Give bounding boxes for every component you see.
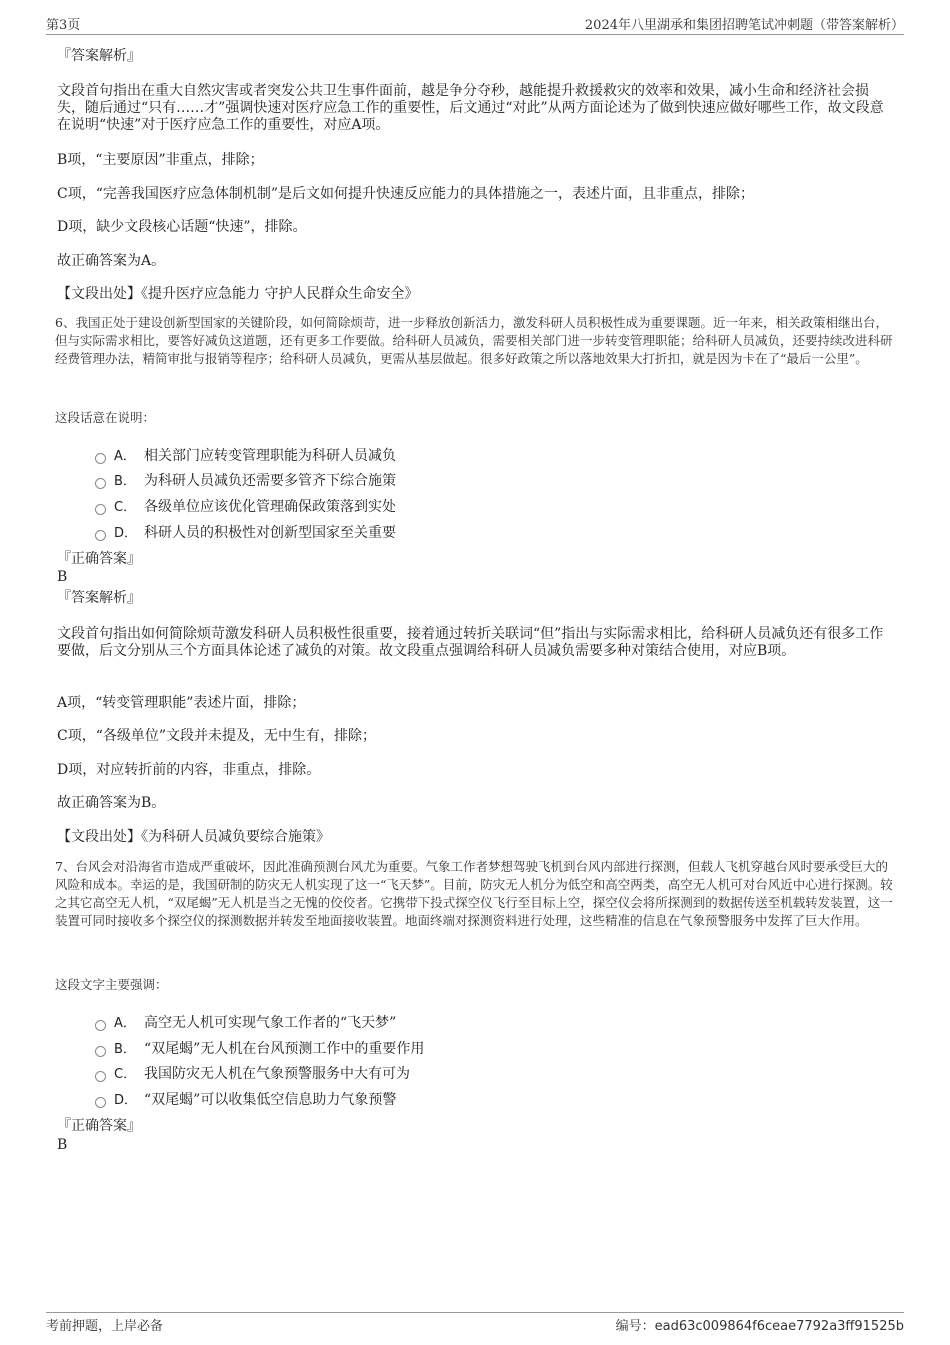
radio-icon[interactable] <box>95 504 106 515</box>
q7-option-c[interactable]: C． 我国防灾无人机在气象预警服务中大有可为 <box>95 1063 410 1083</box>
q5-analysis-heading: 『答案解析』 <box>57 48 141 64</box>
q7-prompt: 这段文字主要强调： <box>55 977 168 992</box>
q6-source: 【文段出处】《为科研人员减负要综合施策》 <box>57 829 330 845</box>
q5-option-b-note: B项，“主要原因”非重点，排除； <box>57 152 264 168</box>
footer-slogan: 考前押题，上岸必备 <box>46 1319 164 1334</box>
q6-conclusion: 故正确答案为B。 <box>57 795 166 811</box>
q6-option-c-note: C项，“各级单位”文段并未提及，无中生有，排除； <box>57 728 377 744</box>
q6-option-c[interactable]: C． 各级单位应该优化管理确保政策落到实处 <box>95 496 396 516</box>
q6-answer: B <box>57 569 68 585</box>
radio-icon[interactable] <box>95 1046 106 1057</box>
q6-analysis-text: 文段首句指出如何简除烦苛激发科研人员积极性很重要，接着通过转折关联词“但”指出与实际需求相比，给科研人员减负还有很多工作要做，后文分别从三个方面具体论述了减负的对策。故文段重点强调给科研人员减负需要多种对策结合使用，对应B项。 <box>57 626 884 659</box>
q7-option-a[interactable]: A． 高空无人机可实现气象工作者的“飞天梦” <box>95 1012 396 1032</box>
q5-source: 【文段出处】《提升医疗应急能力 守护人民群众生命安全》 <box>57 286 419 302</box>
document-title: 2024年八里湖承和集团招聘笔试冲刺题（带答案解析） <box>584 18 904 33</box>
q6-prompt: 这段话意在说明： <box>55 410 156 425</box>
q5-option-c-note: C项，“完善我国医疗应急体制机制”是后文如何提升快速反应能力的具体措施之一，表述片面，且非重点，排除； <box>57 186 755 202</box>
q7-stem: 7、台风会对沿海省市造成严重破坏，因此准确预测台风尤为重要。气象工作者梦想驾驶飞机到台风内部进行探测，但载人飞机穿越台风时要承受巨大的风险和成本。幸运的是，我国研制的防灾无人机实现了这一“飞天梦”。目前，防灾无人机分为低空和高空两类，高空无人机可对台风近中心进行探测。较之其它高空无人机，“双尾蝎”无人机是当之无愧的佼佼者。它携带下投式探空仪飞行至目标上空，探空仪会将所探测到的数据传送至机载转发装置，这一装置可同时接收多个探空仪的探测数据并转发至地面接收装置。地面终端对探测资料进行处理，这些精准的信息在气象预警服务中发挥了巨大作用。 <box>55 859 893 928</box>
q6-option-a-note: A项，“转变管理职能”表述片面，排除； <box>57 695 306 711</box>
radio-icon[interactable] <box>95 453 106 464</box>
q6-option-b[interactable]: B． 为科研人员减负还需要多管齐下综合施策 <box>95 470 396 490</box>
q5-conclusion: 故正确答案为A。 <box>57 253 166 269</box>
q6-analysis-heading: 『答案解析』 <box>57 590 141 606</box>
radio-icon[interactable] <box>95 1020 106 1031</box>
radio-icon[interactable] <box>95 530 106 541</box>
q6-answer-heading: 『正确答案』 <box>57 551 141 567</box>
q7-option-b[interactable]: B． “双尾蝎”无人机在台风预测工作中的重要作用 <box>95 1038 424 1058</box>
q7-answer: B <box>57 1137 68 1153</box>
q6-stem: 6、我国正处于建设创新型国家的关键阶段，如何简除烦苛，进一步释放创新活力，激发科研人员积极性成为重要课题。近一年来，相关政策相继出台，但与实际需求相比，要答好减负这道题，还有更多工作要做。给科研人员减负，需要相关部门进一步转变管理职能；给科研人员减负，还要持续改进科研经费管理办法，精简审批与报销等程序；给科研人员减负，更需从基层做起。很多好政策之所以落地效果大打折扣，就是因为卡在了“最后一公里”。 <box>55 315 893 366</box>
page-footer <box>46 1312 904 1335</box>
radio-icon[interactable] <box>95 1071 106 1082</box>
q5-option-d-note: D项，缺少文段核心话题“快速”，排除。 <box>57 219 307 235</box>
q7-option-d[interactable]: D． “双尾蝎”可以收集低空信息助力气象预警 <box>95 1089 396 1109</box>
radio-icon[interactable] <box>95 1097 106 1108</box>
radio-icon[interactable] <box>95 478 106 489</box>
document-id: 编号：ead63c009864f6ceae7792a3ff91525b <box>615 1319 904 1334</box>
q6-option-d[interactable]: D． 科研人员的积极性对创新型国家至关重要 <box>95 522 396 542</box>
q6-option-a[interactable]: A． 相关部门应转变管理职能为科研人员减负 <box>95 445 396 465</box>
q6-option-d-note: D项，对应转折前的内容，非重点，排除。 <box>57 762 321 778</box>
page-header <box>46 14 904 35</box>
q5-analysis-text: 文段首句指出在重大自然灾害或者突发公共卫生事件面前，越是争分夺秒，越能提升救援救灾的效率和效果，减小生命和经济社会损失，随后通过“只有……才”强调快速对医疗应急工作的重要性，后文通过“对此”从两方面论述为了做到快速应做好哪些工作，故文段意在说明“快速”对于医疗应急工作的重要性，对应A项。 <box>57 83 884 133</box>
page-number: 第3页 <box>46 18 81 33</box>
q7-answer-heading: 『正确答案』 <box>57 1118 141 1134</box>
